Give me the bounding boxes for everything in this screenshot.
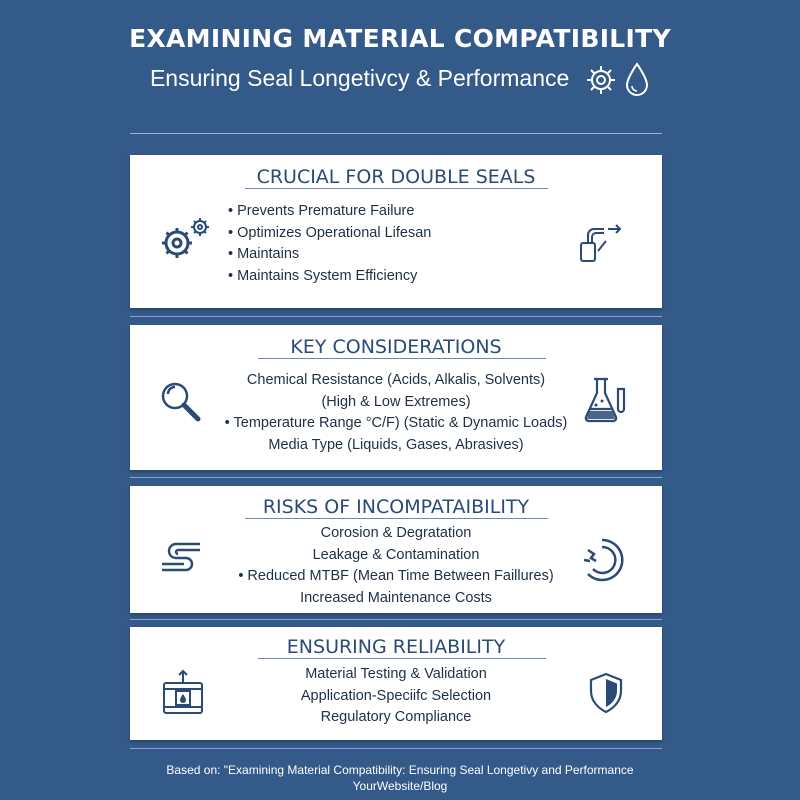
card-title-rule — [258, 658, 546, 659]
material-test-icon — [160, 669, 206, 717]
card-key-considerations — [130, 325, 662, 470]
gear-icon — [584, 63, 618, 97]
card-lines — [228, 201, 431, 287]
card-title-rule — [258, 358, 546, 359]
subtitle-text: Ensuring Seal Longetivcy & Performance — [149, 65, 570, 92]
card-crucial-for-double-seals — [130, 155, 662, 308]
list-item: Material Testing & Validation — [305, 666, 487, 682]
list-item: • Optimizes Operational Lifesan — [228, 224, 432, 241]
card-lines — [190, 523, 602, 609]
list-item: Corosion & Degratation — [320, 525, 472, 541]
section-divider — [130, 316, 662, 317]
footer — [0, 762, 800, 794]
flask-icon — [582, 375, 628, 425]
list-item: Application-Speciifc Selection — [300, 687, 492, 704]
card-title: ENSURING RELIABILITY — [286, 636, 506, 658]
list-item: Leakage & Contamination — [312, 546, 480, 563]
list-item: • Prevents Premature Failure — [228, 203, 415, 219]
magnifier-icon — [158, 379, 206, 425]
pipe-arrow-icon — [578, 221, 626, 265]
card-title: CRUCIAL FOR DOUBLE SEALS — [256, 166, 536, 188]
footer-source: Based on: "Examining Material Compatibility: Ensuring Seal Longetivy and Performance — [166, 763, 634, 777]
list-item: • Maintains — [228, 246, 300, 262]
card-lines — [190, 370, 602, 456]
gears-icon — [158, 215, 214, 263]
pipe-corrosion-icon — [158, 540, 206, 574]
list-item: • Maintains System Efficiency — [228, 267, 418, 284]
page-title: EXAMINING MATERIAL COMPATIBILITY — [129, 24, 671, 53]
section-divider — [130, 748, 662, 749]
header-icons — [584, 62, 650, 98]
crack-ring-icon — [580, 536, 628, 584]
card-title-rule — [245, 518, 548, 519]
list-item: • Temperature Range °C/F) (Static & Dynamic Loads) — [224, 415, 568, 431]
shield-icon — [586, 671, 626, 715]
list-item: Regulatory Compliance — [320, 709, 472, 725]
card-title: RISKS OF INCOMPATAIBILITY — [262, 496, 530, 518]
list-item: Increased Maintenance Costs — [300, 589, 492, 606]
list-item: (High & Low Extremes) — [321, 393, 471, 410]
water-drop-icon — [624, 62, 650, 98]
section-divider — [130, 477, 662, 478]
page-subtitle — [0, 62, 800, 98]
card-title-rule — [245, 188, 548, 189]
list-item: Media Type (Liquids, Gases, Abrasives) — [268, 436, 524, 453]
list-item: Chemical Resistance (Acids, Alkalis, Solvents) — [246, 372, 546, 388]
footer-site: YourWebsite/Blog — [352, 779, 448, 793]
list-item: • Reduced MTBF (Mean Time Between Faillures) — [238, 568, 554, 584]
header-divider — [130, 133, 662, 134]
card-ensuring-reliability — [130, 627, 662, 740]
card-title: KEY CONSIDERATIONS — [290, 336, 502, 358]
card-lines — [190, 664, 602, 729]
section-divider — [130, 619, 662, 620]
card-risks-of-incompatibility — [130, 486, 662, 613]
